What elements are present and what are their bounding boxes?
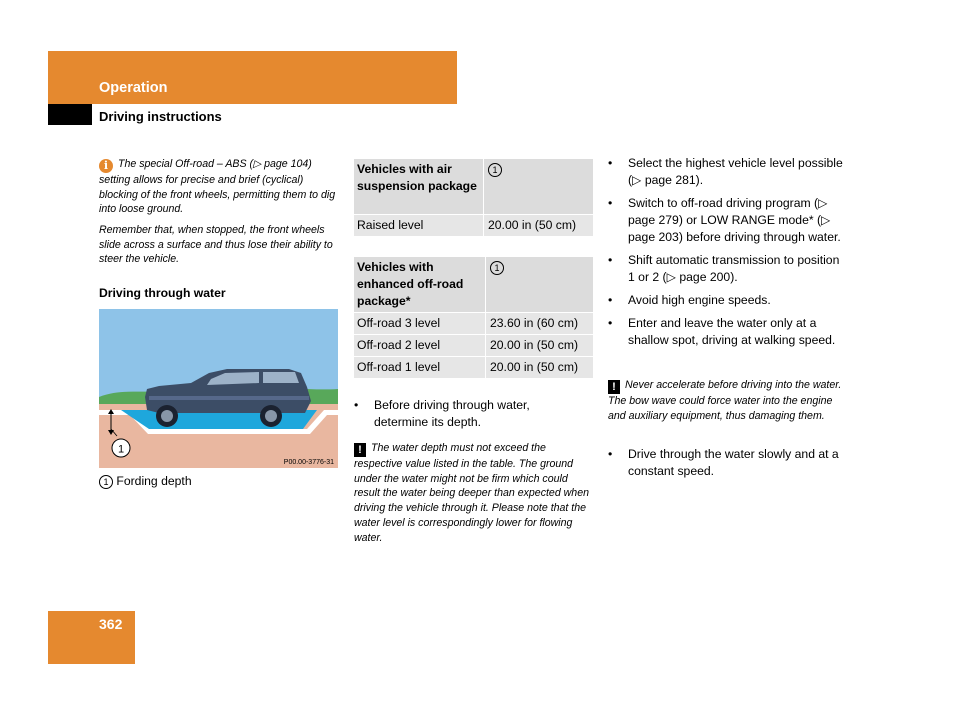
- warning-note: [354, 441, 594, 545]
- section-title: Operation: [99, 80, 168, 96]
- figure-caption: [99, 473, 192, 490]
- fording-illustration: [99, 309, 338, 468]
- table-cell-value: 20.00 in (50 cm): [486, 357, 594, 379]
- page-number: 362: [99, 616, 123, 632]
- warning-text: The water depth must not exceed the respective value listed in the table. The ground under the water might not be firm which could result the water being deeper than expected when driving the vehicle through it. Please note that the water level is correspondingly lower for flowing water.: [354, 442, 589, 544]
- info-note-text: The special Off-road – ABS (▷ page 104) setting allows for precise and brief (cyclical) blocking of the front wheels, permitting them to dig into loose ground.: [99, 158, 336, 216]
- list-item: • Avoid high engine speeds.: [608, 292, 848, 309]
- table-header-label: Vehicles with enhanced off-road package*: [354, 257, 486, 313]
- caption-text: Fording depth: [116, 474, 192, 488]
- warning-note-2: [608, 378, 848, 423]
- list-item: • Before driving through water, determine its depth.: [354, 397, 584, 431]
- subsection-title: Driving instructions: [99, 109, 222, 124]
- table-header-marker-cell: [484, 159, 594, 215]
- figure-marker-label: 1: [117, 443, 125, 456]
- fording-figure: [99, 309, 338, 468]
- table-row: [354, 215, 594, 237]
- table-row: [354, 335, 594, 357]
- table-cell-label: Off-road 1 level: [354, 357, 486, 379]
- table-row: [354, 357, 594, 379]
- right-bullet-list: [608, 155, 848, 349]
- table-header-marker-cell: [486, 257, 594, 313]
- table-cell-value: 20.00 in (50 cm): [486, 335, 594, 357]
- water-heading: Driving through water: [99, 286, 226, 300]
- right-bullet-list-2: [608, 446, 848, 480]
- list-item: • Enter and leave the water only at a shallow spot, driving at walking speed.: [608, 315, 848, 349]
- air-suspension-table: [353, 158, 594, 237]
- info-note-2: Remember that, when stopped, the front wheels slide across a surface and thus lose their ability to steer the vehicle.: [99, 224, 333, 266]
- table-header-marker: 1: [490, 261, 504, 275]
- figure-code: P00.00-3776-31: [283, 459, 334, 466]
- header-bar: [48, 51, 457, 104]
- warning-text: Never accelerate before driving into the water. The bow wave could force water into the engine and auxiliary equipment, thus damaging them.: [608, 379, 842, 422]
- section-tab-marker: [48, 104, 92, 125]
- offroad-package-table: [353, 256, 594, 379]
- caption-marker: 1: [99, 475, 113, 489]
- table-cell-value: 20.00 in (50 cm): [484, 215, 594, 237]
- middle-bullet-list: [354, 397, 584, 431]
- table-header-marker: 1: [488, 163, 502, 177]
- table-cell-label: Off-road 2 level: [354, 335, 486, 357]
- list-item: • Shift automatic transmission to position 1 or 2 (▷ page 200).: [608, 252, 848, 286]
- list-item: • Drive through the water slowly and at a constant speed.: [608, 446, 848, 480]
- table-cell-value: 23.60 in (60 cm): [486, 313, 594, 335]
- table-row: [354, 313, 594, 335]
- info-icon: i: [99, 159, 113, 173]
- table-header-label: Vehicles with air suspension package: [354, 159, 484, 215]
- table-cell-label: Off-road 3 level: [354, 313, 486, 335]
- warning-icon: !: [354, 443, 366, 457]
- list-item: • Select the highest vehicle level possible (▷ page 281).: [608, 155, 848, 189]
- warning-icon: !: [608, 380, 620, 394]
- info-note: [99, 157, 339, 217]
- table-cell-label: Raised level: [354, 215, 484, 237]
- list-item: • Switch to off-road driving program (▷ page 279) or LOW RANGE mode* (▷ page 203) before driving through water.: [608, 195, 848, 246]
